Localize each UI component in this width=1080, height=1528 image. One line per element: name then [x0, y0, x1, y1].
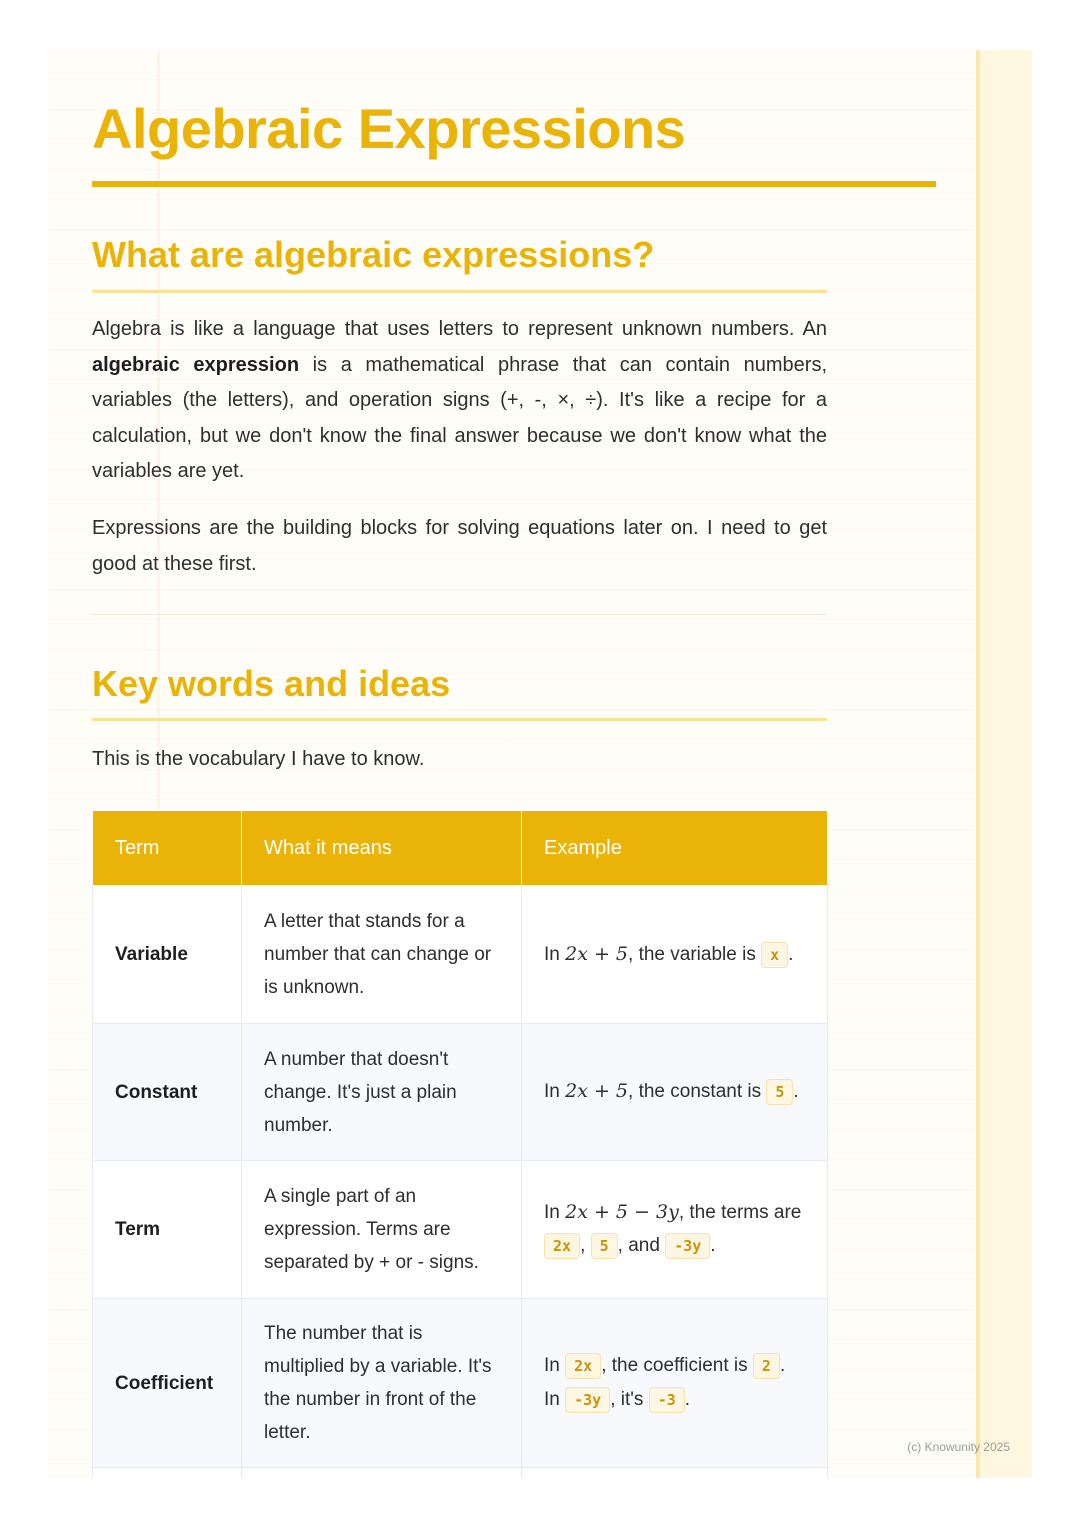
section-divider-keywords — [92, 718, 827, 721]
vocabulary-intro: This is the vocabulary I have to know. — [92, 748, 425, 770]
example-cell — [522, 886, 828, 1024]
section-separator — [92, 614, 827, 615]
code-chip: -3 — [649, 1387, 685, 1413]
table-row — [93, 886, 828, 1024]
math-expression: 2x + 5 — [565, 1080, 629, 1102]
term-cell: Constant — [93, 1024, 242, 1161]
intro-text-a: Algebra is like a language that uses letters to represent unknown numbers. An — [92, 318, 827, 340]
meaning-cell: A letter that stands for a number that can change or is unknown. — [242, 886, 522, 1024]
table-row — [93, 1299, 828, 1468]
code-chip: 5 — [591, 1233, 618, 1259]
meaning-cell: A single part of an expression. Terms are separated by + or - signs. — [242, 1161, 522, 1299]
title-divider — [92, 181, 936, 187]
header-example: Example — [522, 811, 828, 886]
page-title: Algebraic Expressions — [92, 97, 686, 160]
section-heading-keywords: Key words and ideas — [92, 663, 451, 704]
right-margin-band — [976, 50, 1032, 1478]
code-chip: 5 — [766, 1079, 793, 1105]
example-text: In — [544, 1081, 566, 1102]
code-chip: x — [761, 942, 788, 968]
example-text: . — [788, 943, 794, 965]
example-text: . In — [544, 1355, 786, 1410]
meaning-cell — [242, 1468, 522, 1479]
example-text: , the terms are — [678, 1202, 802, 1223]
term-cell: Variable — [93, 886, 242, 1024]
term-cell: Term — [93, 1161, 242, 1299]
copyright-footer: (c) Knowunity 2025 — [907, 1440, 1010, 1454]
example-text: , the coefficient is — [601, 1355, 753, 1376]
term-cell — [93, 1468, 242, 1479]
table-row — [93, 1161, 828, 1299]
example-text: . — [793, 1081, 799, 1102]
table-header-row — [93, 811, 828, 886]
vocabulary-table — [92, 810, 828, 1478]
paragraph-building-blocks: Expressions are the building blocks for solving equations later on. I need to get good at these first. — [92, 517, 827, 575]
section-divider-what — [92, 290, 827, 293]
example-text: In — [544, 1202, 566, 1223]
paragraph-intro — [92, 312, 827, 490]
code-chip: 2x — [544, 1233, 580, 1259]
meaning-cell: The number that is multiplied by a variable. It's the number in front of the letter. — [242, 1299, 522, 1468]
example-cell — [522, 1299, 828, 1468]
example-cell — [522, 1161, 828, 1299]
section-heading-what: What are algebraic expressions? — [92, 234, 655, 275]
table-row — [93, 1468, 828, 1479]
meaning-cell: A number that doesn't change. It's just a plain number. — [242, 1024, 522, 1161]
table-row — [93, 1024, 828, 1161]
code-chip: -3y — [565, 1387, 610, 1413]
example-cell — [522, 1468, 828, 1479]
example-text: , the variable is — [628, 943, 762, 965]
example-text: . — [684, 1389, 691, 1410]
intro-bold-term: algebraic expression — [92, 353, 300, 376]
page — [48, 50, 1032, 1478]
code-chip: 2x — [565, 1353, 601, 1379]
example-text: , and — [617, 1235, 666, 1256]
example-cell — [522, 1024, 828, 1161]
example-text: , the constant is — [628, 1081, 767, 1102]
math-expression: 2x + 5 — [565, 942, 629, 965]
math-expression: 2x + 5 − 3y — [565, 1201, 679, 1223]
example-text: , it's — [610, 1389, 649, 1410]
code-chip: 2 — [753, 1353, 780, 1379]
header-meaning: What it means — [242, 811, 522, 886]
example-text: In — [544, 943, 566, 965]
example-text: In — [544, 1355, 566, 1376]
example-text: , — [580, 1235, 591, 1256]
term-cell: Coefficient — [93, 1299, 242, 1468]
example-text: . — [710, 1235, 716, 1256]
code-chip: -3y — [665, 1233, 710, 1259]
header-term: Term — [93, 811, 242, 886]
intro-text-b: is a mathematical phrase that can contain numbers, variables (the letters), and operation signs (+, -, ×, ÷). It's like a recipe for a calculation, but we don't know the final answer because we don't know what the variables are yet. — [92, 353, 828, 482]
